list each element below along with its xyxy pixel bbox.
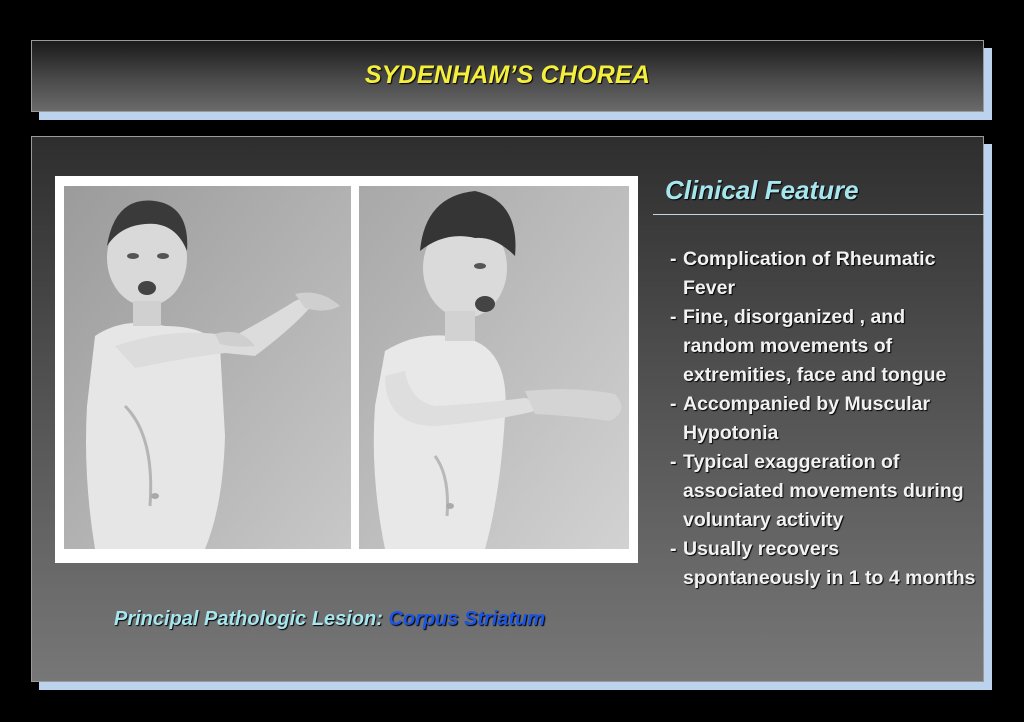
feature-item-3 [670, 390, 980, 448]
feature-dash: - [670, 538, 677, 560]
left-photo [64, 186, 351, 549]
feature-item-2 [670, 303, 980, 390]
feature-text: Usually recovers spontaneously in 1 to 4 months [683, 538, 976, 589]
feature-text: Typical exaggeration of associated movements during voluntary activity [683, 451, 964, 531]
pathologic-lesion [114, 608, 545, 631]
clinical-photo-icon [55, 176, 638, 563]
clinical-feature-heading: Clinical Feature [665, 175, 859, 205]
clinical-photo [55, 176, 638, 563]
feature-text: Accompanied by Muscular Hypotonia [683, 393, 931, 444]
feature-text: Fine, disorganized , and random movements of extremities, face and tongue [683, 306, 947, 386]
lesion-value: Corpus Striatum [388, 608, 546, 630]
title-panel [31, 40, 984, 112]
feature-item-5 [670, 535, 980, 593]
clinical-feature-list [670, 245, 980, 593]
feature-item-4 [670, 448, 980, 535]
lesion-label: Principal Pathologic Lesion: [114, 608, 383, 630]
feature-dash: - [670, 451, 677, 473]
heading-divider [653, 214, 984, 215]
feature-dash: - [670, 393, 677, 415]
slide-title: SYDENHAM’S CHOREA [364, 61, 651, 89]
feature-item-1 [670, 245, 980, 303]
right-photo [359, 186, 629, 549]
feature-text: Complication of Rheumatic Fever [683, 248, 936, 299]
feature-dash: - [670, 306, 677, 328]
feature-dash: - [670, 248, 677, 270]
